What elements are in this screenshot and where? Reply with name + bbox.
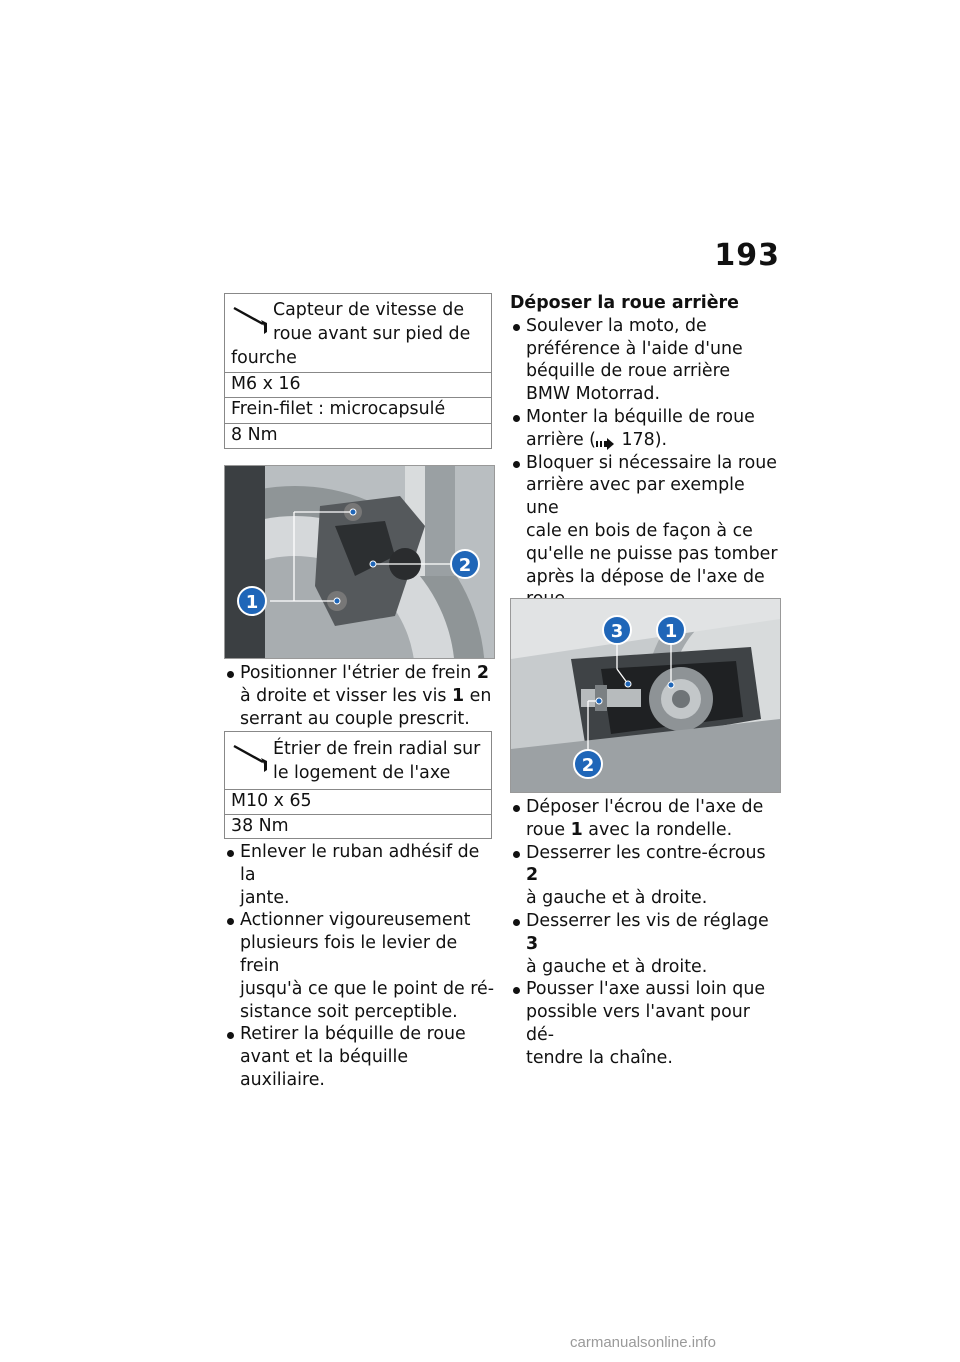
spec-row: 8 Nm [231,425,278,445]
list-item: Déposer l'écrou de l'axe de roue 1 avec la rondelle. [510,796,782,842]
spec-row: M10 x 65 [225,790,491,815]
page-reference-arrow-icon [596,434,616,446]
right-column-text [510,292,780,611]
spec-header [225,732,491,790]
spec-title: Capteur de vitesse de roue avant sur pied de [273,300,471,344]
list-item: Desserrer les vis de réglage 3 à gauche et à droite. [510,910,782,978]
spec-row: M6 x 16 [225,373,491,398]
torque-spec-table-1 [224,293,492,449]
list-item: Actionner vigoureusement plusieurs fois le levier de frein jusqu'à ce que le point de ré- sistance soit perceptible. [224,909,496,1023]
list-item: Positionner l'étrier de frein 2 à droite et visser les vis 1 en serrant au couple prescrit. [224,662,494,730]
wrench-icon [231,740,271,774]
spec-title: Étrier de frein radial sur le logement de l'axe [273,739,481,783]
rear-axle-photo [510,598,781,793]
brake-caliper-photo [224,465,495,659]
left-bullet-list-2 [224,841,496,1092]
list-item: Desserrer les contre-écrous 2 à gauche et à droite. [510,842,782,910]
list-item: Monter la béquille de roue arrière ( 178). [510,406,780,452]
right-bullet-list-2 [510,796,782,1070]
marker-2: 2 [573,749,603,779]
marker-2: 2 [450,549,480,579]
spec-header [225,294,491,373]
rear-axle-illustration [511,599,780,792]
list-item: Soulever la moto, de préférence à l'aide d'une béquille de roue arrière BMW Motorrad. [510,315,780,406]
spec-row: Frein-filet : microcapsulé [225,398,491,424]
list-item: Enlever le ruban adhésif de la jante. [224,841,496,909]
list-item: Bloquer si nécessaire la roue arrière avec par exemple une cale en bois de façon à ce qu'elle ne puisse pas tomber après la dépose de l'axe de [510,452,780,612]
list-item: Pousser l'axe aussi loin que possible vers l'avant pour dé- tendre la chaîne. [510,978,782,1069]
watermark-footer: carmanualsonline.info [570,1334,716,1351]
page-number: 193 [714,238,780,273]
section-heading: Déposer la roue arrière [510,293,739,313]
marker-1: 1 [656,615,686,645]
wrench-icon [231,302,271,336]
marker-3: 3 [602,615,632,645]
marker-1: 1 [237,586,267,616]
spec-row: 38 Nm [231,816,289,836]
torque-spec-table-2 [224,731,492,839]
spec-title-line3: fourche [231,348,297,368]
list-item: Retirer la béquille de roue avant et la béquille auxiliaire. [224,1023,496,1091]
left-bullet-list-1 [224,662,494,730]
